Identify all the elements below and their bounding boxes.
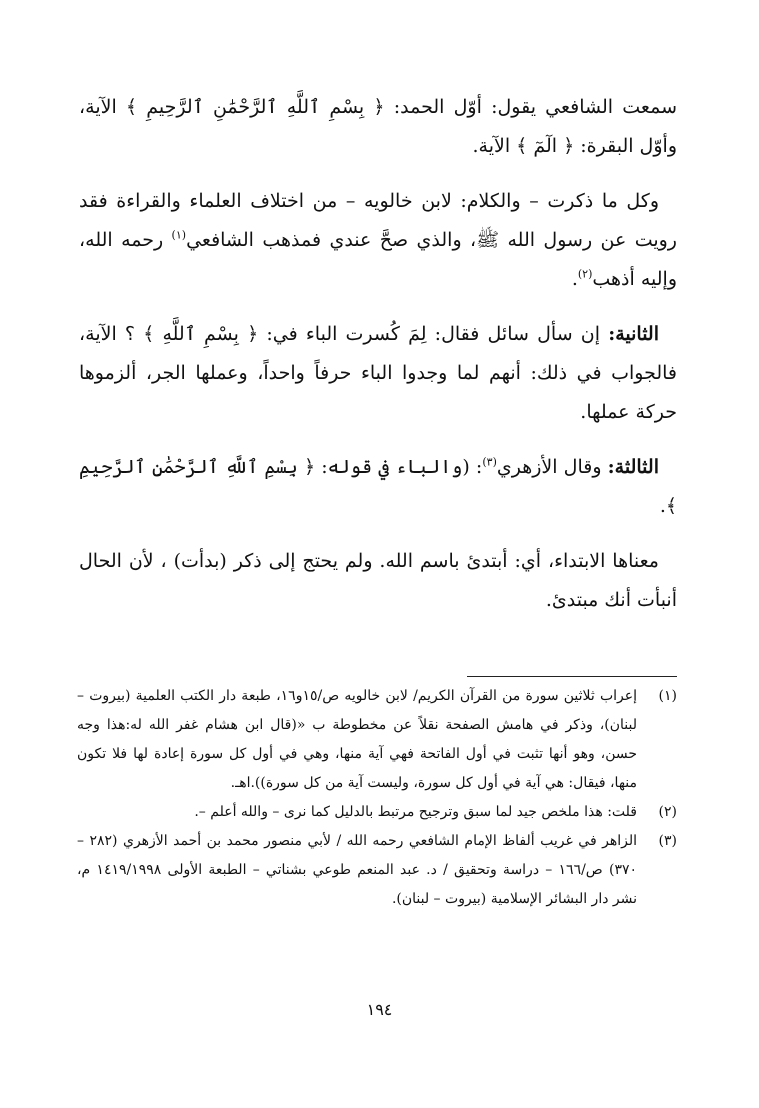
paragraph-1-text: سمعت الشافعي يقول: أوّل الحمد: ﴿ بِسْمِ ٱللَّهِ ٱلرَّحْمَٰنِ ٱلرَّحِيمِ ﴾ الآية، وأوّل البقرة: ﴿ الٓمٓ ﴾ الآية. (79, 96, 677, 157)
footnote-3 (77, 827, 677, 914)
footnote-ref-2[interactable]: (٢) (577, 267, 593, 281)
footnote-number: (٢) (658, 804, 677, 820)
paragraph-4-lead: الثالثة: (607, 456, 659, 478)
paragraph-3-text: إن سأل سائل فقال: لِمَ كُسرت الباء في: ﴿ بِسْمِ ٱللَّهِ ﴾ ؟ الآية، فالجواب في ذلك: أنهم لما وجدوا الباء حرفاً واحداً، وعملها الجر، ألزموها حركة عملها. (79, 323, 677, 423)
footnote-number: (٣) (658, 833, 677, 849)
paragraph-2-text-b: رحمه الله، وإليه أذهب (79, 229, 677, 290)
paragraph-3-lead: الثانية: (608, 323, 659, 345)
paragraph-4-text-b: : (والباء في قوله: ﴿ بِسْمِ ٱللَّهِ ٱلرَّحْمَٰنِ ٱلرَّحِيمِ ﴾. (79, 456, 677, 517)
footnote-ref-3[interactable]: (٣) (482, 455, 497, 469)
paragraph-5 (79, 542, 677, 620)
footnote-text: قلت: هذا ملخص جيد لما سبق وترجيح مرتبط بالدليل كما نرى – والله أعلم –. (194, 804, 637, 820)
footnote-text: إعراب ثلاثين سورة من القرآن الكريم/ لابن خالويه ص/١٥و١٦، طبعة دار الكتب العلمية (بيروت – لبنان)، وذكر في هامش الصفحة نقلاً عن مخطوطة ب «(قال ابن هشام غفر الله له:هذا وجه حسن، وهو أنها تثبت في أول الفاتحة فهي آية منها، وهي في أول كل سورة إعادة لها فلا تكون منها، فيقال: هي آية في أول كل سورة، وليست آية من كل سورة)).اهـ. (77, 688, 637, 791)
footnote-separator (467, 676, 677, 677)
footnote-1 (77, 682, 677, 798)
footnote-number: (١) (658, 688, 677, 704)
paragraph-3 (79, 315, 677, 432)
footnote-ref-1[interactable]: (١) (171, 228, 187, 242)
page-number: ١٩٤ (366, 1000, 393, 1019)
footnote-text: الزاهر في غريب ألفاظ الإمام الشافعي رحمه الله / لأبي منصور محمد بن أحمد الأزهري (٢٨٢ – ٣٧٠) ص/١٦٦ – دراسة وتحقيق / د. عبد المنعم طوعي بشناتي – الطبعة الأولى ١٤١٩/١٩٩٨ م، نشر دار البشائر الإسلامية (بيروت – لبنان). (77, 833, 638, 907)
main-text (79, 88, 677, 636)
paragraph-1 (79, 88, 677, 166)
footnote-2 (77, 798, 677, 827)
paragraph-4-text-a: وقال الأزهري (496, 456, 608, 478)
paragraph-4 (79, 448, 677, 526)
footnotes (77, 682, 677, 914)
paragraph-2 (79, 182, 677, 299)
paragraph-5-text: معناها الابتداء، أي: أبتدئ باسم الله. ولم يحتج إلى ذكر (بدأت) ، لأن الحال أنبأت أنك مبتدئ. (79, 550, 677, 611)
paragraph-2-text-c: . (571, 268, 578, 290)
paragraph-2-text-a: وكل ما ذكرت – والكلام: لابن خالويه – من اختلاف العلماء والقراءة فقد رويت عن رسول الله ﷺ، والذي صحَّ عندي فمذهب الشافعي (79, 190, 677, 251)
